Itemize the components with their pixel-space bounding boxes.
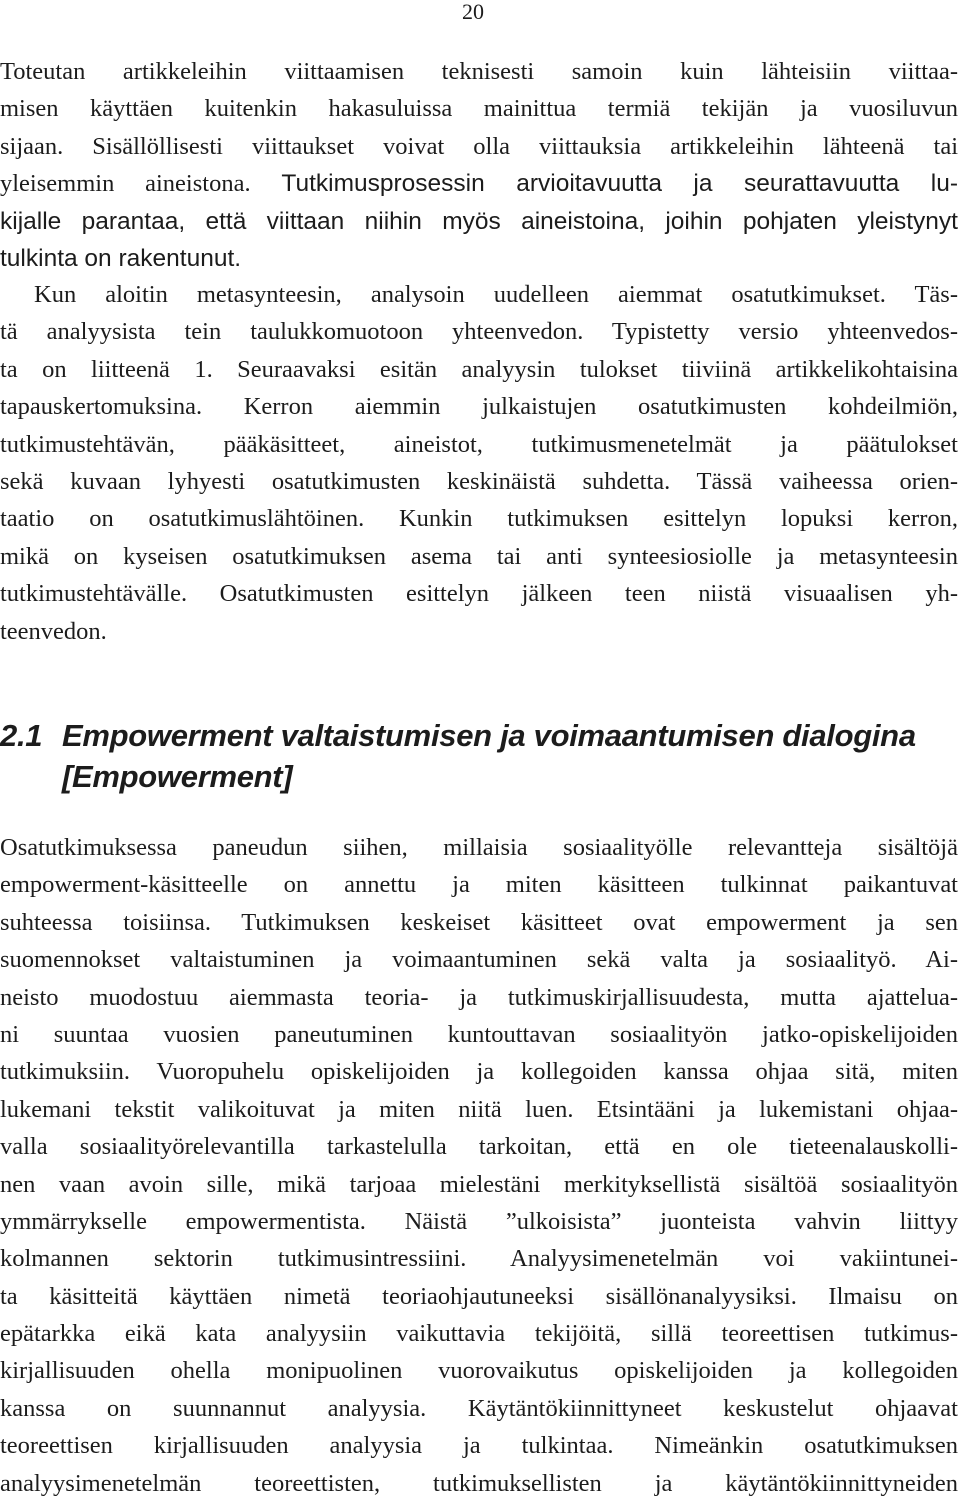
text-line: ni suuntaa vuosien paneutuminen kuntouttavan sosiaalityön jatko-opiskelijoiden	[0, 1020, 958, 1048]
text-line: teenvedon.	[0, 617, 107, 645]
text-line: epätarkka eikä kata analyysiin vaikuttavia tekijöitä, sillä teoreettisen tutkimus-	[0, 1320, 958, 1348]
text-line: sijaan. Sisällöllisesti viittaukset voivat olla viittauksia artikkeleihin lähteenä tai	[0, 132, 958, 160]
section-heading	[0, 715, 958, 797]
text-line: tutkimustehtävän, pääkäsitteet, aineistot, tutkimusmenetelmät ja päätulokset	[0, 430, 958, 458]
text-line: Kun aloitin metasynteesin, analysoin uudelleen aiemmat osatutkimukset. Täs-	[34, 281, 958, 308]
text-line: tä analyysista tein taulukkomuotoon yhteenvedon. Typistetty versio yhteenvedos-	[0, 318, 958, 346]
text-line: tulkinta on rakentunut.	[0, 244, 242, 272]
text-line: misen käyttäen kuitenkin hakasuluissa mainittua termiä tekijän ja vuosiluvun	[0, 95, 958, 123]
text-line: taatio on osatutkimuslähtöinen. Kunkin tutkimuksen esittelyn lopuksi kerron,	[0, 505, 958, 533]
text-line: Osatutkimuksessa paneudun siihen, millaisia sosiaalityölle relevantteja sisältöjä	[0, 834, 958, 861]
text-line: tapauskertomuksina. Kerron aiemmin julkaistujen osatutkimusten kohdeilmiön,	[0, 393, 958, 421]
text-line: lukemani tekstit valikoituvat ja miten niitä luen. Etsintääni ja lukemistani ohjaa-	[0, 1095, 958, 1123]
text-line: teoreettisen kirjallisuuden analyysia ja tulkintaa. Nimeänkin osatutkimuksen	[0, 1432, 958, 1460]
page-number: 20	[462, 0, 484, 24]
text-line: tutkimuksiin. Vuoropuhelu opiskelijoiden ja kollegoiden kanssa ohjaa sitä, miten	[0, 1058, 958, 1086]
text-line: tutkimustehtävälle. Osatutkimusten esittelyn jälkeen teen niistä visuaalisen yh-	[0, 580, 958, 608]
text-line: ta on liitteenä 1. Seuraavaksi esitän analyysin tulokset tiiviinä artikkelikohtaisina	[0, 355, 958, 383]
text-line: nen vaan avoin sille, mikä tarjoaa mielestäni merkityksellistä sisältöä sosiaalityön	[0, 1170, 958, 1198]
text-line: ta käsitteitä käyttäen nimetä teoriaohjautuneeksi sisällönanalyysiksi. Ilmaisu on	[0, 1282, 958, 1310]
text-line: valla sosiaalityörelevantilla tarkastelulla tarkoitan, että en ole tieteenalauskolli-	[0, 1133, 958, 1161]
text-line: neisto muodostuu aiemmasta teoria- ja tutkimuskirjallisuudesta, mutta ajatteluа-	[0, 983, 958, 1011]
section-title-line-1: Empowerment valtaistumisen ja voimaantumisen dialogina	[62, 718, 916, 753]
text-line: ymmärrykselle empowermentista. Näistä ”ulkoisista” juonteista vahvin liittyy	[0, 1207, 958, 1235]
text-line: kanssa on suunnannut analyysia. Käytäntökiinnittyneet keskustelut ohjaavat	[0, 1394, 958, 1422]
text-line: Toteutan artikkeleihin viittaamisen teknisesti samoin kuin lähteisiin viittaa-	[0, 58, 958, 85]
section-number: 2.1	[0, 718, 43, 753]
text-line: sekä kuvaan lyhyesti osatutkimusten keskinäistä suhdetta. Tässä vaiheessa orien-	[0, 467, 958, 495]
text-line: empowerment-käsitteelle on annettu ja miten käsitteen tulkinnat paikantuvat	[0, 871, 958, 899]
text-line: kijalle parantaa, että viittaan niihin myös aineistoina, joihin pohjaten yleistynyt	[0, 207, 958, 235]
text-line: suhteessa toisiinsa. Tutkimuksen keskeiset käsitteet ovat empowerment ja sen	[0, 908, 958, 936]
paragraph-metasynthesis	[0, 276, 958, 650]
text-line: kirjallisuuden ohella monipuolinen vuorovaikutus opiskelijoiden ja kollegoiden	[0, 1357, 958, 1385]
paragraph-citation-practice	[0, 53, 958, 277]
text-line-sans-part: Tutkimusprosessin arvioitavuutta ja seurattavuutta lu-	[281, 170, 958, 198]
text-line: suomennokset valtaistuminen ja voimaantuminen sekä valta ja sosiaalityö. Ai-	[0, 946, 958, 974]
paragraph-empowerment	[0, 829, 958, 1502]
text-line: kolmannen sektorin tutkimusintressiini. Analyysimenetelmän voi vakiintunei-	[0, 1245, 958, 1273]
text-line-part: yleisemmin aineistona.	[0, 170, 282, 198]
text-line: mikä on kyseisen osatutkimuksen asema tai anti synteesiosiolle ja metasynteesin	[0, 542, 958, 570]
text-line-mixed	[0, 165, 958, 202]
section-title-line-2: [Empowerment]	[62, 759, 293, 794]
text-line: analyysimenetelmän teoreettisten, tutkimuksellisten ja käytäntökiinnittyneiden	[0, 1469, 958, 1497]
